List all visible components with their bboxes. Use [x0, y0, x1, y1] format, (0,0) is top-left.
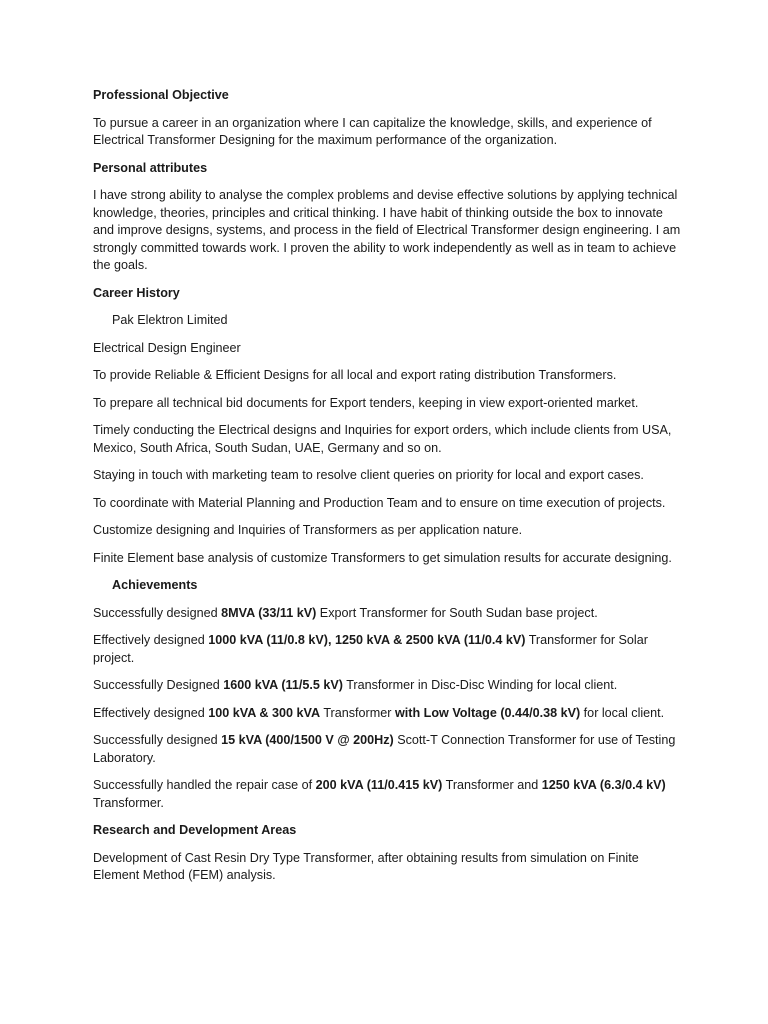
achievement-text: Transformer for Solar project. [93, 633, 648, 665]
achievement-item [93, 677, 683, 695]
achievement-text: Successfully designed [93, 733, 222, 747]
achievement-rating: 1250 kVA (6.3/0.4 kV) [541, 778, 666, 792]
achievement-rating: 1600 kVA (11/5.5 kV) [223, 678, 343, 692]
achievement-text: Successfully handled the repair case of [93, 778, 316, 792]
achievement-item [93, 605, 683, 623]
achievement-text: Transformer and [442, 778, 542, 792]
achievement-item [93, 632, 683, 667]
job-title: Electrical Design Engineer [93, 340, 241, 355]
achievements-heading: Achievements [112, 578, 198, 592]
duty-item: Finite Element base analysis of customize Transformers to get simulation results for accurate designing. [93, 550, 672, 565]
achievement-text: Transformer [320, 705, 395, 720]
achievement-rating: with Low Voltage (0.44/0.38 kV) [394, 705, 581, 720]
duty-item: To prepare all technical bid documents for Export tenders, keeping in view export-oriented market. [93, 395, 639, 410]
duty-item: Staying in touch with marketing team to resolve client queries on priority for local and export cases. [93, 468, 644, 482]
career-heading: Career History [93, 285, 180, 300]
achievement-item [93, 732, 683, 767]
achievement-text: Transformer. [93, 795, 164, 810]
achievement-item [93, 777, 683, 812]
company-name: Pak Elektron Limited [112, 313, 228, 327]
achievement-text: Export Transformer for South Sudan base project. [316, 605, 598, 620]
attributes-text: I have strong ability to analyse the complex problems and devise effective solutions by applying technical knowledge, theories, principles and critical thinking. I have habit of thinking outside the box to innovate and improve designs, systems, and process in the field of Electrical Transformer design engineering. I am strongly committed towards work. I proven the ability to work independently as well as in team to achieve the goals. [93, 188, 681, 272]
achievement-rating: 8MVA (33/11 kV) [221, 605, 317, 620]
attributes-heading: Personal attributes [93, 160, 208, 175]
achievement-text: Successfully designed [93, 605, 222, 620]
objective-text: To pursue a career in an organization where I can capitalize the knowledge, skills, and experience of Electrical Transformer Designing for the maximum performance of the organization. [93, 115, 652, 147]
achievement-rating: 200 kVA (11/0.415 kV) [315, 778, 443, 792]
achievement-rating: 1000 kVA (11/0.8 kV), 1250 kVA & 2500 kVA (11/0.4 kV) [208, 633, 526, 647]
duty-item: To provide Reliable & Efficient Designs for all local and export rating distribution Transformers. [93, 368, 617, 382]
duty-item: Timely conducting the Electrical designs and Inquiries for export orders, which include clients from USA, Mexico, South Africa, South Sudan, UAE, Germany and so on. [93, 423, 672, 455]
duty-item: Customize designing and Inquiries of Transformers as per application nature. [93, 523, 523, 537]
research-heading: Research and Development Areas [93, 823, 297, 837]
resume-page [93, 87, 683, 885]
achievement-text: Scott-T Connection Transformer for use of Testing Laboratory. [93, 733, 676, 765]
achievement-text: Effectively designed [93, 705, 209, 720]
achievement-rating: 100 kVA & 300 kVA [208, 705, 321, 720]
achievement-text: for local client. [580, 705, 665, 720]
research-text: Development of Cast Resin Dry Type Transformer, after obtaining results from simulation on Finite Element Method (FEM) analysis. [93, 850, 639, 882]
achievement-text: Successfully Designed [93, 678, 224, 692]
achievement-text: Effectively designed [93, 633, 209, 647]
objective-heading: Professional Objective [93, 88, 229, 102]
achievement-item [93, 705, 683, 723]
achievement-rating: 15 kVA (400/1500 V @ 200Hz) [221, 733, 394, 747]
duty-item: To coordinate with Material Planning and Production Team and to ensure on time execution of projects. [93, 495, 666, 510]
achievement-text: Transformer in Disc-Disc Winding for local client. [342, 678, 618, 692]
